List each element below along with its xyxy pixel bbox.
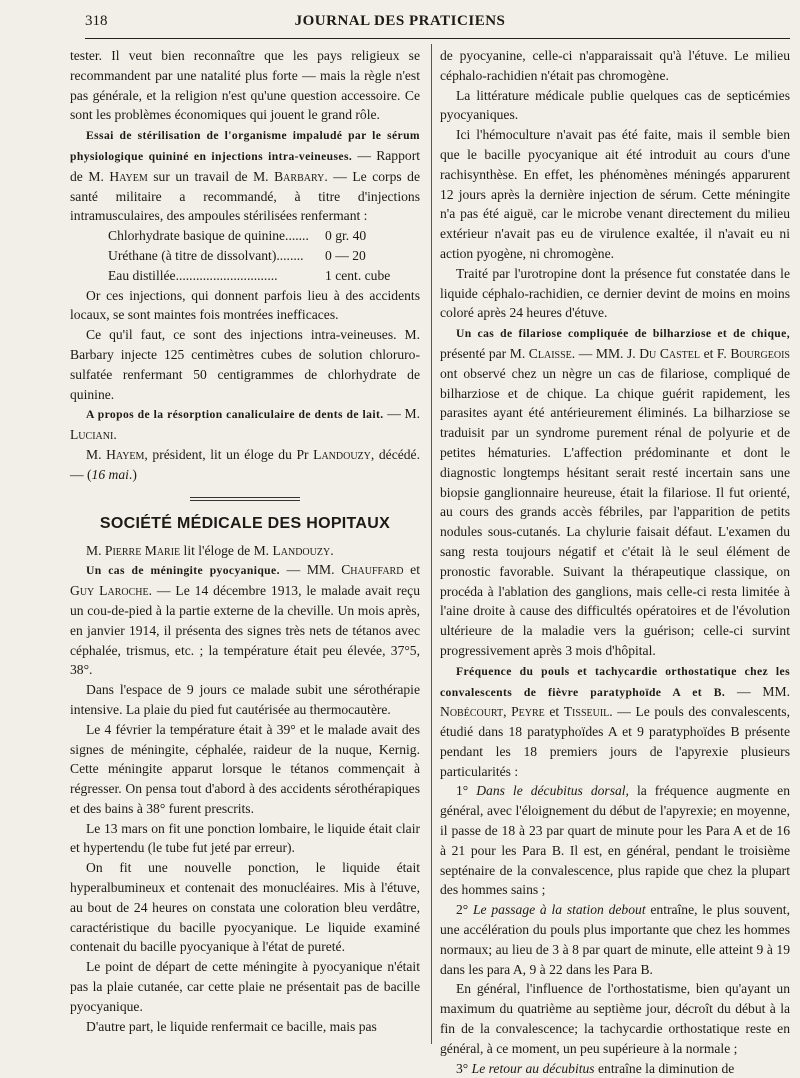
paragraph: D'autre part, le liquide renfermait ce bacille, mais pas <box>86 1018 377 1034</box>
paragraph: Le point de départ de cette méningite à pyocyanique n'était pas la plaie cutanée, car cette plaie ne présentait pas de bacille pyocyanique. <box>70 959 420 1014</box>
article-heading: Essai de stérilisation de l'organisme impaludé par le sérum physiologique quininé en injections intra-veineuses. <box>70 129 420 163</box>
paragraph: On fit une nouvelle ponction, le liquide était hyperalbumineux et contenait des monucléaires. Mis à l'étuve, au bout de 24 heures on constata une coloration bleu verdâtre, caractéristique du bacille pyocyanique. Le liquide examiné contenait du bacille pyocyanique à l'état de pureté. <box>70 860 420 955</box>
paragraph: M. Pierre Marie lit l'éloge de M. Landouzy. <box>86 542 334 558</box>
author-name: Claisse <box>528 345 572 361</box>
article-haem-barbary: Essai de stérilisation de l'organisme impaludé par le sérum physiologique quininé en injections intra-veineuses. — Rapport de M. Hayem sur un travail de M. Barbary. — Le corps de santé militaire a recommandé, à titre d'injections intramusculaires, des ampoules stérilisées renfermant : <box>70 129 421 224</box>
paragraph: Le 13 mars on fit une ponction lombaire, le liquide était clair et hypertendu (le tube fut jeté par erreur). <box>70 820 420 856</box>
author-name: Nobécourt <box>440 704 504 720</box>
left-column <box>70 46 420 1036</box>
author-name: Hayem <box>109 168 148 184</box>
section-separator <box>190 497 300 501</box>
paragraph: Ce qu'il faut, ce sont des injections intra-veineuses. M. Barbary injecte 125 centimètres cubes de solution chloruro-sulfatée renfermant 50 centigrammes de chlorhydrate de quinine. <box>70 327 420 402</box>
session-date: 16 mai <box>91 466 129 482</box>
article-heading: Un cas de méningite pyocyanique. <box>86 564 280 578</box>
author-name: Guy Laroche <box>70 583 149 599</box>
article-meningite: Un cas de méningite pyocyanique. — MM. Chauffard et Guy Laroche. — Le 14 décembre 1913, le malade avait reçu un cou-de-pied à la partie externe de la cheville. Un mois après, en janvier 1914, il présenta des signes très nets de tétanos avec céphalée, trismus, etc. ; la température était peu élevée, 37°5, 38°. <box>70 562 420 678</box>
paragraph: de pyocyanine, celle-ci n'apparaissait qu'à l'étuve. Le milieu céphalo-rachidien n'était pas chromogène. <box>440 48 790 83</box>
formula-row: Chlorhydrate basique de quinine....... 0 gr. 40 <box>108 228 367 244</box>
author-name: Landouzy <box>313 446 371 462</box>
paragraph: Ici l'hémoculture n'avait pas été faite, mais il semble bien que le bacille pyocyanique ait été introduit au cours d'une rachisynthèse. En effet, les phénomènes méningés apparurent 12 jours après la dernière injection de sérum. Cette méningite n'a pas été aiguë, car le microbe venant directement du milieu extérieur n'avait pas eu de virulence exaltée, il n'avait eu ni action pyogène, ni chromogène. <box>440 127 790 261</box>
author-name: Bourgeois <box>730 345 790 361</box>
paragraph: Or ces injections, qui donnent parfois lieu à des accidents locaux, se sont maintes fois montrées inefficaces. <box>70 287 420 323</box>
author-name: Barbary <box>274 168 325 184</box>
paragraph: M. Hayem, président, lit un éloge du Pr Landouzy, décédé. — (16 mai.) <box>70 446 420 482</box>
list-item: 2° Le passage à la station debout entraîne, le plus souvent, une accélération du pouls plus importante que chez les hommes normaux; au lieu de 3 à 8 par quart de minute, elle atteint 9 à 19 dans les para A, 9 à 22 dans les Para B. <box>440 902 790 977</box>
article-heading: Un cas de filariose compliquée de bilharziose et de chique, <box>456 327 790 341</box>
author-name: Pierre Marie <box>104 542 181 558</box>
author-name: Tisseuil <box>563 704 610 720</box>
list-item: 3° Le retour au décubitus entraîne la diminution de <box>456 1060 735 1076</box>
paragraph: En général, l'influence de l'orthostatisme, bien qu'ayant un maximum du quatrième au septième jour, décroît du début à la fin de la convalescence; la tachycardie orthostatique reste en général, à ce moment, un peu supérieure à la normale ; <box>440 981 790 1056</box>
author-name: Chauffard <box>341 562 404 578</box>
page-header <box>0 10 800 36</box>
paragraph: Le 4 février la température était à 39° et le malade avait des signes de méningite, céphalée, raideur de la nuque, Kernig. Cette méningite apparut lorsque le tétanos commençait à régresser. On pensa tout d'abord à des accidents sérothérapiques et des bains à 38° furent prescrits. <box>70 721 420 816</box>
author-name: Landouzy <box>272 542 331 558</box>
section-title: SOCIÉTÉ MÉDICALE DES HOPITAUX <box>99 514 391 532</box>
formula-row: Eau distillée.............................. 1 cent. cube <box>108 267 391 283</box>
article-filariose: Un cas de filariose compliquée de bilharziose et de chique, présenté par M. Claisse. — MM. J. Du Castel et F. Bourgeois ont observé chez un nègre un cas de filariose, compliqué de bilharziose et de chique. La chique guérit rapidement, les parasites ayant été antérieurement éliminés. La bilharziose se traduisit par un syndrome purement rénal de polyurie et de petites hématuries. L'affection prédominante et dont le diagnostic longtemps hésitant serait resté incertain sans une biopsie ganglionnaire heureuse, était la filariose. Il fut orienté, au cours des grands accès fébriles, par l'apparition de petits nodules sous-cutanés. La chylurie faisait défaut. L'examen du sang resta toujours négatif et c'était là le seul élément de pronostic favorable. Suivant la thérapeutique classique, on procéda à l'ablation des ganglions, mais celle-ci resta limitée à l'aine droite à cause des difficultés opératoires et de l'évolution ultérieure de la maladie vers la guérison; celle-ci survint progressivement après 3 mois d'hôpital. <box>440 327 790 658</box>
header-rule <box>85 38 790 39</box>
author-name: Du Castel <box>639 345 701 361</box>
article-heading: Fréquence du pouls et tachycardie orthostatique chez les convalescents de fièvre paratyphoïde A et B. <box>440 664 790 699</box>
article-luciani: A propos de la résorption canaliculaire de dents de lait. — M. Luciani. <box>70 406 420 443</box>
paragraph: La littérature médicale publie quelques cas de septicémies pyocyaniques. <box>440 87 790 123</box>
article-pouls: Fréquence du pouls et tachycardie orthostatique chez les convalescents de fièvre paratyphoïde A et B. — MM. Nobécourt, Peyre et Tisseuil. — Le pouls des convalescents, étudié dans 18 paratyphoïdes A et 9 paratyphoïdes B présente pendant les 18 premiers jours de l'apyrexie plusieurs particularités : <box>440 664 791 779</box>
column-divider <box>431 44 432 1044</box>
journal-title: JOURNAL DES PRATICIENS <box>294 13 506 29</box>
page-number: 318 <box>85 13 108 29</box>
paragraph: tester. Il veut bien reconnaître que les pays religieux se recommandent par une natalité plus forte — mais la règle n'est pas générale, et la religion n'est qu'une question accessoire. Ce sont les problèmes économiques qui jouent le grand rôle. <box>70 48 420 123</box>
list-item: 1° Dans le décubitus dorsal, la fréquence augmente en général, avec l'éloignement du début de l'apyrexie; en moyenne, il passe de 18 à 23 par quart de minute pour les Para A et de 16 à 21 pour les Para B. Il est, en général, pendant le troisième septénaire de la convalescence, plus rapide que chez la plupart des hommes sains ; <box>440 783 790 898</box>
author-name: Peyre <box>511 704 545 720</box>
formula-row: Uréthane (à titre de dissolvant)........ 0 — 20 <box>108 247 366 263</box>
paragraph: Dans l'espace de 9 jours ce malade subit une sérothérapie intensive. La plaie du pied fut cautérisée au thermocautère. <box>70 682 420 717</box>
ampoule-formula <box>70 226 420 285</box>
right-column <box>440 46 790 1078</box>
author-name: Luciani <box>70 427 114 443</box>
paragraph: Traité par l'urotropine dont la présence fut constatée dans le liquide céphalo-rachidien, ce dernier devint de moins en moins coloré après 24 heures d'étuve. <box>440 265 790 321</box>
author-name: Hayem <box>106 446 145 462</box>
article-heading: A propos de la résorption canaliculaire de dents de lait. <box>86 408 384 422</box>
